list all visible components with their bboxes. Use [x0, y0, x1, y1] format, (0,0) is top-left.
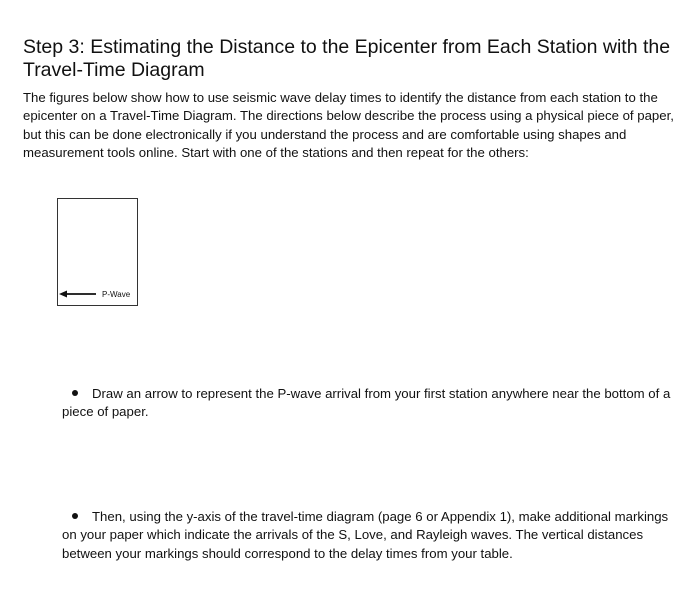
left-arrow-icon [59, 290, 97, 298]
intro-paragraph: The figures below show how to use seismic wave delay times to identify the distance from each station to the epicenter on a Travel-Time Diagram. The directions below describe the process using a physical piece of paper, but this can be done electronically if you understand the process and are comfortable using shapes and measurement tools online. Start with one of the stations and then repeat for the others: [23, 90, 674, 161]
paper-figure [57, 198, 138, 306]
bullet-icon [72, 390, 78, 396]
bullet-icon [72, 513, 78, 519]
instruction-text: Then, using the y-axis of the travel-time diagram (page 6 or Appendix 1), make additional markings on your paper which indicate the arrivals of the S, Love, and Rayleigh waves. The vertical distances between your markings should correspond to the delay times from your table. [62, 509, 669, 561]
p-wave-label: P-Wave [102, 290, 131, 299]
instruction-item [62, 385, 682, 422]
instruction-item [62, 508, 682, 563]
instruction-text: Draw an arrow to represent the P-wave arrival from your first station anywhere near the bottom of a piece of paper. [62, 386, 671, 420]
page-title: Step 3: Estimating the Distance to the Epicenter from Each Station with the Travel-Time Diagram [23, 36, 671, 81]
